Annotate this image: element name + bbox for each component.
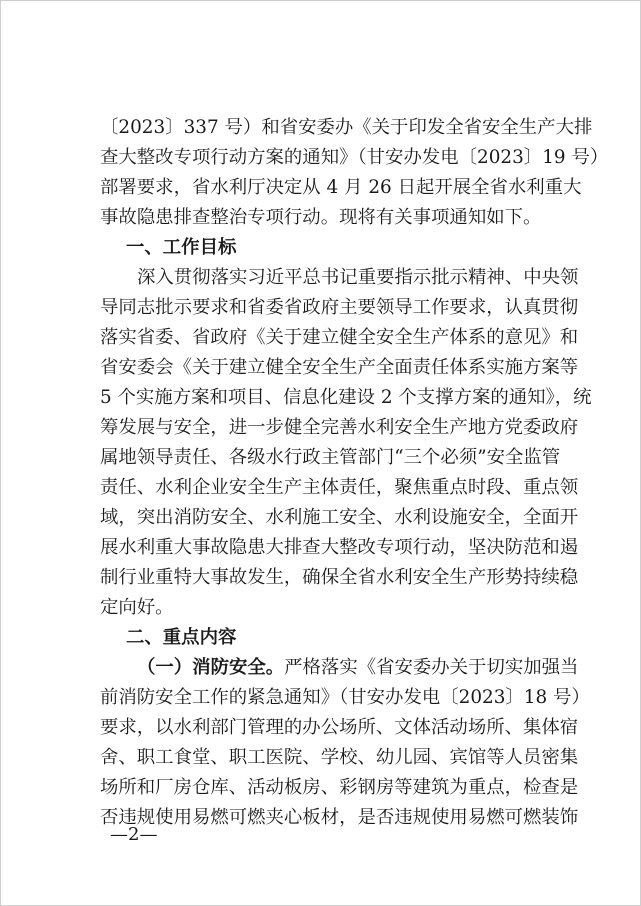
page-number: —2— bbox=[110, 824, 158, 845]
text-line: 部署要求，省水利厅决定从 4 月 26 日起开展全省水利重大 bbox=[100, 177, 582, 198]
intro-paragraph bbox=[100, 113, 609, 233]
text-line: 查大整改专项行动方案的通知》（甘安办发电〔2023〕19 号） bbox=[100, 147, 609, 168]
text-line: 前消防安全工作的紧急通知》（甘安办发电〔2023〕18 号） bbox=[100, 687, 590, 708]
text-line: 域，突出消防安全、水利施工安全、水利设施安全，全面开 bbox=[100, 507, 579, 528]
text-line: 否违规使用易燃可燃夹心板材，是否违规使用易燃可燃装饰 bbox=[100, 807, 579, 828]
text-line: 落实省委、省政府《关于建立健全安全生产体系的意见》和 bbox=[100, 327, 579, 348]
text-line: 〔2023〕337 号）和省安委办《关于印发全省安全生产大排 bbox=[100, 117, 593, 138]
text-line: 定向好。 bbox=[100, 597, 174, 618]
text-span: 严格落实《省安委办关于切实加强当 bbox=[284, 657, 579, 678]
text-line: 事故隐患排查整治专项行动。现将有关事项通知如下。 bbox=[100, 207, 542, 228]
section-heading-work-goals: 一、工作目标 bbox=[126, 237, 237, 258]
text-line: 展水利重大事故隐患大排查大整改专项行动，坚决防范和遏 bbox=[100, 537, 579, 558]
text-line: 导同志批示要求和省委省政府主要领导工作要求，认真贯彻 bbox=[100, 297, 579, 318]
text-line: 深入贯彻落实习近平总书记重要指示批示精神、中央领 bbox=[137, 267, 579, 288]
section-heading-key-content: 二、重点内容 bbox=[126, 627, 237, 648]
document-body bbox=[100, 113, 609, 833]
text-line: 场所和厂房仓库、活动板房、彩钢房等建筑为重点，检查是 bbox=[100, 777, 579, 798]
subsection-lead-fire-safety: （一）消防安全。 bbox=[137, 657, 285, 678]
work-goals-paragraph bbox=[100, 263, 592, 623]
text-line: 省安委会《关于建立健全安全生产全面责任体系实施方案等 bbox=[100, 357, 579, 378]
text-line bbox=[100, 653, 579, 683]
text-line: 5 个实施方案和项目、信息化建设 2 个支撑方案的通知》，统 bbox=[100, 387, 592, 408]
text-line: 舍、职工食堂、职工医院、学校、幼儿园、宾馆等人员密集 bbox=[100, 747, 579, 768]
text-line: 属地领导责任、各级水行政主管部门“三个必须”安全监管 bbox=[100, 447, 561, 468]
text-line: 责任、水利企业安全生产主体责任，聚焦重点时段、重点领 bbox=[100, 477, 579, 498]
fire-safety-paragraph bbox=[100, 653, 590, 833]
text-line: 要求，以水利部门管理的办公场所、文体活动场所、集体宿 bbox=[100, 717, 579, 738]
text-line: 筹发展与安全，进一步健全完善水利安全生产地方党委政府 bbox=[100, 417, 579, 438]
text-line: 制行业重特大事故发生，确保全省水利安全生产形势持续稳 bbox=[100, 567, 579, 588]
